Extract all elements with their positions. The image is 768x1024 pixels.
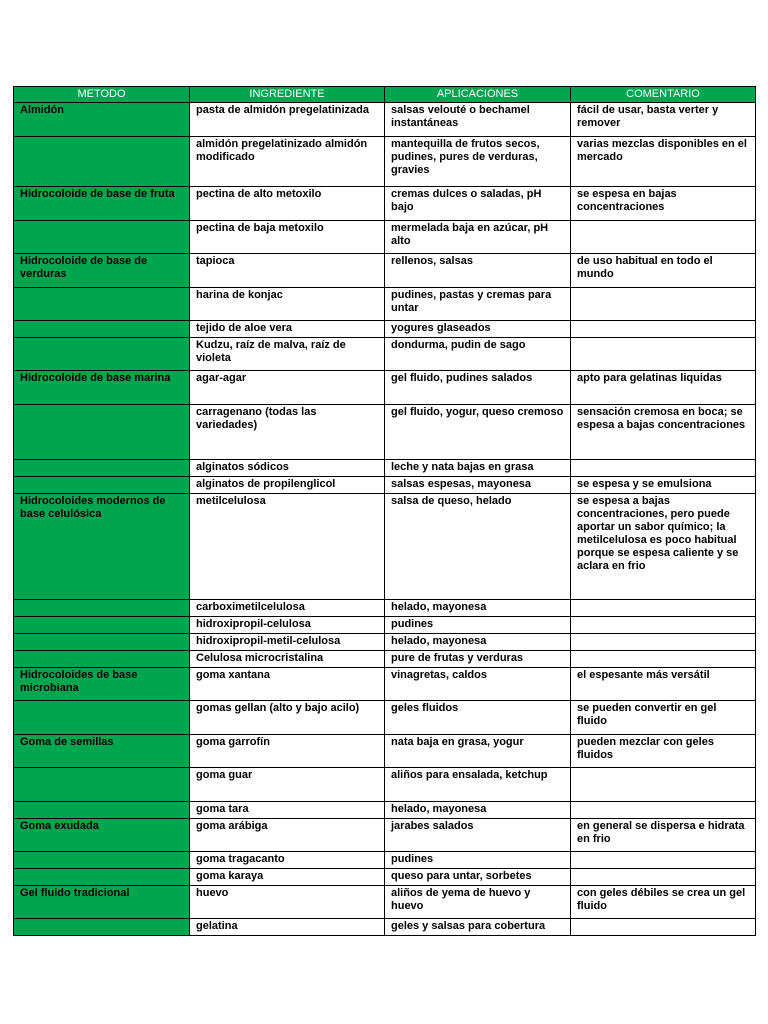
header-comentario: COMENTARIO (571, 87, 756, 103)
cell-aplicaciones: mermelada baja en azúcar, pH alto (385, 221, 571, 254)
cell-metodo (14, 288, 190, 321)
cell-aplicaciones: geles fluidos (385, 701, 571, 735)
table-row (14, 187, 756, 221)
cell-comentario (571, 852, 756, 869)
table-row (14, 221, 756, 254)
cell-ingrediente: goma xantana (190, 668, 385, 701)
cell-comentario: de uso habitual en todo el mundo (571, 254, 756, 288)
cell-ingrediente: tapioca (190, 254, 385, 288)
table-row (14, 477, 756, 494)
cell-metodo (14, 634, 190, 651)
cell-metodo (14, 321, 190, 338)
cell-ingrediente: pectina de baja metoxilo (190, 221, 385, 254)
cell-aplicaciones: helado, mayonesa (385, 600, 571, 617)
table-row (14, 405, 756, 460)
cell-metodo (14, 919, 190, 936)
table-header-row (14, 87, 756, 103)
cell-metodo (14, 221, 190, 254)
cell-metodo (14, 137, 190, 187)
cell-metodo: Goma de semillas (14, 735, 190, 768)
cell-aplicaciones: helado, mayonesa (385, 634, 571, 651)
cell-ingrediente: agar-agar (190, 371, 385, 405)
cell-ingrediente: goma karaya (190, 869, 385, 886)
document-page (13, 86, 755, 936)
table-row (14, 254, 756, 288)
cell-comentario (571, 617, 756, 634)
table-body (14, 103, 756, 936)
table-row (14, 494, 756, 600)
cell-comentario (571, 321, 756, 338)
cell-metodo: Hidrocoloides de base microbiana (14, 668, 190, 701)
cell-aplicaciones: pudines (385, 852, 571, 869)
cell-comentario (571, 288, 756, 321)
cell-ingrediente: alginatos sódicos (190, 460, 385, 477)
cell-ingrediente: pasta de almidón pregelatinizada (190, 103, 385, 137)
cell-metodo: Hidrocoloides modernos de base celulósica (14, 494, 190, 600)
table-row (14, 668, 756, 701)
cell-metodo (14, 802, 190, 819)
table-row (14, 735, 756, 768)
table-row (14, 338, 756, 371)
cell-ingrediente: almidón pregelatinizado almidón modificado (190, 137, 385, 187)
cell-aplicaciones: pure de frutas y verduras (385, 651, 571, 668)
cell-aplicaciones: queso para untar, sorbetes (385, 869, 571, 886)
cell-ingrediente: goma tragacanto (190, 852, 385, 869)
table-row (14, 634, 756, 651)
cell-comentario (571, 919, 756, 936)
cell-aplicaciones: dondurma, pudin de sago (385, 338, 571, 371)
table-row (14, 701, 756, 735)
cell-aplicaciones: helado, mayonesa (385, 802, 571, 819)
cell-aplicaciones: rellenos, salsas (385, 254, 571, 288)
cell-ingrediente: huevo (190, 886, 385, 919)
cell-aplicaciones: pudines (385, 617, 571, 634)
cell-comentario: en general se dispersa e hidrata en frio (571, 819, 756, 852)
cell-comentario (571, 651, 756, 668)
cell-ingrediente: alginatos de propilenglicol (190, 477, 385, 494)
cell-comentario (571, 802, 756, 819)
header-aplicaciones: APLICACIONES (385, 87, 571, 103)
cell-metodo (14, 617, 190, 634)
cell-ingrediente: goma tara (190, 802, 385, 819)
table-row (14, 371, 756, 405)
cell-aplicaciones: gel fluido, pudines salados (385, 371, 571, 405)
cell-comentario: el espesante más versátil (571, 668, 756, 701)
table-row (14, 288, 756, 321)
cell-metodo (14, 600, 190, 617)
cell-metodo (14, 338, 190, 371)
cell-metodo (14, 405, 190, 460)
cell-metodo (14, 852, 190, 869)
table-row (14, 600, 756, 617)
cell-ingrediente: hidroxipropil-metil-celulosa (190, 634, 385, 651)
table-row (14, 819, 756, 852)
cell-metodo: Hidrocoloide de base de verduras (14, 254, 190, 288)
cell-comentario (571, 634, 756, 651)
table-row (14, 103, 756, 137)
cell-comentario (571, 869, 756, 886)
cell-comentario: pueden mezclar con geles fluidos (571, 735, 756, 768)
cell-ingrediente: Celulosa microcristalina (190, 651, 385, 668)
cell-comentario (571, 460, 756, 477)
cell-aplicaciones: yogures glaseados (385, 321, 571, 338)
cell-ingrediente: carboximetilcelulosa (190, 600, 385, 617)
cell-ingrediente: tejido de aloe vera (190, 321, 385, 338)
cell-comentario: sensación cremosa en boca; se espesa a bajas concentraciones (571, 405, 756, 460)
cell-ingrediente: goma guar (190, 768, 385, 802)
header-metodo: METODO (14, 87, 190, 103)
cell-comentario: fácil de usar, basta verter y remover (571, 103, 756, 137)
cell-comentario: se espesa a bajas concentraciones, pero puede aportar un sabor químico; la metilcelulosa es poco habitual porque se espesa caliente y se aclara en frio (571, 494, 756, 600)
cell-aplicaciones: leche y nata bajas en grasa (385, 460, 571, 477)
table-row (14, 321, 756, 338)
cell-ingrediente: hidroxipropil-celulosa (190, 617, 385, 634)
cell-comentario (571, 338, 756, 371)
table-row (14, 768, 756, 802)
table-row (14, 869, 756, 886)
cell-metodo (14, 477, 190, 494)
cell-comentario: se espesa en bajas concentraciones (571, 187, 756, 221)
cell-comentario: apto para gelatinas liquidas (571, 371, 756, 405)
table-row (14, 802, 756, 819)
cell-aplicaciones: mantequilla de frutos secos, pudines, pures de verduras, gravies (385, 137, 571, 187)
cell-comentario (571, 221, 756, 254)
cell-aplicaciones: aliños de yema de huevo y huevo (385, 886, 571, 919)
table-row (14, 919, 756, 936)
cell-ingrediente: gomas gellan (alto y bajo acilo) (190, 701, 385, 735)
cell-metodo (14, 869, 190, 886)
table-row (14, 651, 756, 668)
header-ingrediente: INGREDIENTE (190, 87, 385, 103)
cell-aplicaciones: cremas dulces o saladas, pH bajo (385, 187, 571, 221)
cell-comentario (571, 768, 756, 802)
cell-metodo: Goma exudada (14, 819, 190, 852)
cell-ingrediente: pectina de alto metoxilo (190, 187, 385, 221)
cell-comentario: se espesa y se emulsiona (571, 477, 756, 494)
cell-aplicaciones: gel fluido, yogur, queso cremoso (385, 405, 571, 460)
cell-ingrediente: metilcelulosa (190, 494, 385, 600)
cell-comentario: varias mezclas disponibles en el mercado (571, 137, 756, 187)
cell-ingrediente: carragenano (todas las variedades) (190, 405, 385, 460)
cell-metodo (14, 460, 190, 477)
cell-ingrediente: harina de konjac (190, 288, 385, 321)
cell-metodo: Hidrocoloide de base marina (14, 371, 190, 405)
table-row (14, 852, 756, 869)
cell-aplicaciones: vinagretas, caldos (385, 668, 571, 701)
cell-metodo (14, 768, 190, 802)
cell-ingrediente: goma garrofín (190, 735, 385, 768)
cell-aplicaciones: salsas velouté o bechamel instantáneas (385, 103, 571, 137)
table-row (14, 886, 756, 919)
cell-aplicaciones: salsas espesas, mayonesa (385, 477, 571, 494)
cell-ingrediente: Kudzu, raíz de malva, raíz de violeta (190, 338, 385, 371)
cell-metodo: Hidrocoloide de base de fruta (14, 187, 190, 221)
cell-aplicaciones: pudines, pastas y cremas para untar (385, 288, 571, 321)
cell-metodo (14, 651, 190, 668)
cell-aplicaciones: geles y salsas para cobertura (385, 919, 571, 936)
hydrocolloid-table (13, 86, 756, 936)
table-row (14, 460, 756, 477)
cell-aplicaciones: aliños para ensalada, ketchup (385, 768, 571, 802)
cell-comentario: con geles débiles se crea un gel fluido (571, 886, 756, 919)
cell-metodo: Gel fluido tradicional (14, 886, 190, 919)
table-row (14, 617, 756, 634)
cell-aplicaciones: jarabes salados (385, 819, 571, 852)
cell-aplicaciones: salsa de queso, helado (385, 494, 571, 600)
cell-metodo: Almidón (14, 103, 190, 137)
cell-comentario: se pueden convertir en gel fluido (571, 701, 756, 735)
cell-metodo (14, 701, 190, 735)
cell-ingrediente: goma arábiga (190, 819, 385, 852)
table-row (14, 137, 756, 187)
cell-ingrediente: gelatina (190, 919, 385, 936)
cell-comentario (571, 600, 756, 617)
cell-aplicaciones: nata baja en grasa, yogur (385, 735, 571, 768)
